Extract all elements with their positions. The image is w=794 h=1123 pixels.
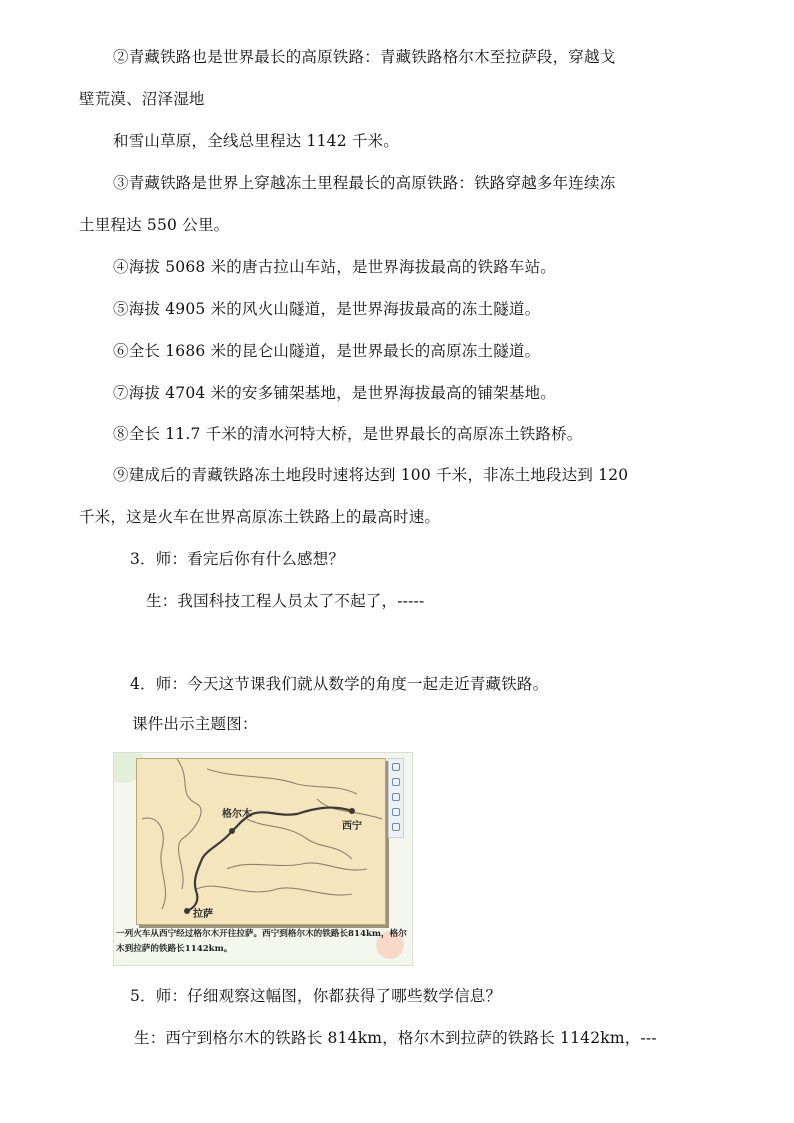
paragraph-8: ⑧全长 11.7 千米的清水河特大桥，是世界最长的高原冻土铁路桥。	[113, 425, 583, 443]
map-image	[136, 758, 386, 925]
paragraph-6: ⑥全长 1686 米的昆仑山隧道，是世界最长的高原冻土隧道。	[113, 342, 541, 360]
step-4-question: 4．师：今天这节课我们就从数学的角度一起走近青藏铁路。	[130, 675, 549, 693]
paragraph-3-line-1: ③青藏铁路是世界上穿越冻土里程最长的高原铁路：铁路穿越多年连续冻	[113, 174, 616, 192]
crop-icon[interactable]	[392, 793, 400, 801]
paragraph-3-line-2: 土里程达 550 公里。	[79, 216, 230, 234]
step-5-question: 5．师：仔细观察这幅图，你都获得了哪些数学信息？	[130, 987, 502, 1005]
xining-marker	[349, 808, 355, 814]
zoom-out-icon[interactable]	[392, 778, 400, 786]
river-line	[227, 863, 367, 870]
paragraph-2-line-1: ②青藏铁路也是世界最长的高原铁路：青藏铁路格尔木至拉萨段，穿越戈	[113, 48, 616, 66]
railway-line	[187, 808, 352, 911]
golmud-marker	[229, 828, 235, 834]
expand-icon[interactable]	[392, 823, 400, 831]
paragraph-2-line-2: 壁荒漠、沼泽湿地	[79, 90, 205, 108]
river-line	[207, 769, 357, 794]
lhasa-marker	[184, 908, 190, 914]
paragraph-4: ④海拔 5068 米的唐古拉山车站，是世界海拔最高的铁路车站。	[113, 258, 557, 276]
step-3-question: 3．师：看完后你有什么感想？	[130, 550, 345, 568]
courseware-intro: 课件出示主题图：	[132, 715, 258, 733]
paragraph-9-line-2: 千米，这是火车在世界高原冻土铁路上的最高时速。	[79, 508, 441, 526]
lhasa-label: 拉萨	[193, 909, 213, 920]
golmud-label: 格尔木	[222, 809, 252, 820]
zoom-in-icon[interactable]	[392, 763, 400, 771]
river-line	[142, 818, 166, 909]
rotate-icon[interactable]	[392, 808, 400, 816]
figure-caption: 一列火车从西宁经过格尔木开往拉萨。西宁到格尔木的铁路长814km，格尔木到拉萨的铁路长1142km。	[116, 929, 407, 954]
paragraph-7: ⑦海拔 4704 米的安多铺架基地，是世界海拔最高的铺架基地。	[113, 384, 557, 402]
river-line	[247, 819, 352, 859]
paragraph-2-line-3: 和雪山草原，全线总里程达 1142 千米。	[113, 132, 400, 150]
xining-label: 西宁	[342, 821, 362, 832]
river-line	[197, 886, 352, 895]
paragraph-9-line-1: ⑨建成后的青藏铁路冻土地段时速将达到 100 千米，非冻土地段达到 120	[113, 466, 629, 484]
image-toolbar	[388, 758, 404, 838]
river-line	[317, 799, 382, 819]
theme-map-figure	[113, 752, 413, 966]
step-3-answer: 生：我国科技工程人员太了不起了，-----	[146, 592, 425, 610]
paragraph-5: ⑤海拔 4905 米的风火山隧道，是世界海拔最高的冻土隧道。	[113, 300, 541, 318]
step-5-answer: 生：西宁到格尔木的铁路长 814km，格尔木到拉萨的铁路长 1142km，---	[134, 1029, 657, 1047]
railway-map-svg	[137, 759, 385, 924]
